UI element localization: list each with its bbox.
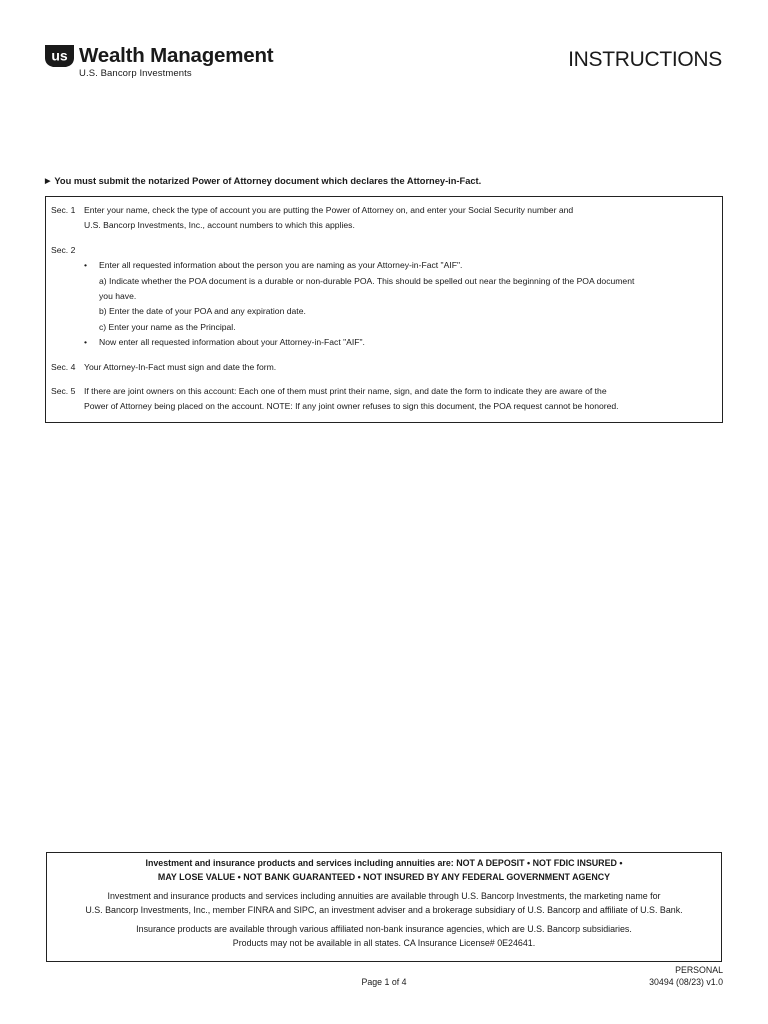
list-item (51, 258, 716, 273)
section-label: Sec. 4 (51, 361, 76, 372)
list-item (51, 335, 716, 350)
sub-item-a-continued: you have. (99, 291, 137, 302)
sub-item-b: b) Enter the date of your POA and any expiration date. (99, 306, 306, 317)
list-item-text: Enter all requested information about the person you are naming as your Attorney-in-Fact "AIF". (99, 260, 463, 271)
section-2 (51, 243, 716, 258)
list-item-text: Now enter all requested information about your Attorney-in-Fact "AIF". (99, 337, 365, 348)
document-title: INSTRUCTIONS (568, 48, 722, 71)
section-label: Sec. 1 (51, 205, 76, 215)
disclosure-paragraph (47, 890, 721, 917)
section-text: Power of Attorney being placed on the account. NOTE: If any joint owner refuses to sign this document, the POA request cannot be honored. (84, 401, 619, 412)
section-text: If there are joint owners on this account: Each one of them must print their name, sign, and date the form to indicate they are aware of the (84, 386, 607, 397)
form-code: 30494 (08/23) v1.0 (649, 977, 723, 987)
notice-text: You must submit the notarized Power of Attorney document which declares the Attorney-in-Fact. (54, 176, 482, 186)
section-text: Your Attorney-In-Fact must sign and date the form. (84, 361, 277, 372)
form-identifier (649, 964, 723, 988)
bullet-icon: • (84, 260, 88, 271)
disclosure-text: Products may not be available in all states. CA Insurance License# 0E24641. (232, 937, 536, 948)
brand-logo (44, 44, 273, 79)
section-text: U.S. Bancorp Investments, Inc., account numbers to which this applies. (84, 220, 355, 231)
section-4 (51, 360, 716, 375)
page-number: Page 1 of 4 (361, 977, 407, 987)
triangle-bullet-icon: ▶ (45, 178, 51, 185)
svg-text:us: us (51, 47, 68, 64)
disclosure-heading: MAY LOSE VALUE • NOT BANK GUARANTEED • NOT INSURED BY ANY FEDERAL GOVERNMENT AGENCY (157, 871, 611, 882)
brand-subtitle: U.S. Bancorp Investments (79, 68, 192, 79)
instructions-box (45, 196, 723, 423)
section-label: Sec. 5 (51, 386, 76, 397)
disclosure-text: Insurance products are available through various affiliated non-bank insurance agencies, which are U.S. Bancorp subsidiaries. (136, 924, 632, 934)
disclosure-text: U.S. Bancorp Investments, Inc., member FINRA and SIPC, an investment adviser and a brokerage subsidiary of U.S. Bancorp and affiliate of U.S. Bank. (85, 904, 683, 915)
section-text: Enter your name, check the type of account you are putting the Power of Attorney on, and enter your Social Security number and (84, 205, 574, 215)
sub-item-c: c) Enter your name as the Principal. (99, 321, 236, 332)
notice-line (45, 176, 481, 186)
section-label: Sec. 2 (51, 244, 76, 255)
section-1 (51, 203, 716, 234)
section-5 (51, 384, 716, 415)
disclosure-text: Investment and insurance products and services including annuities are available through U.S. Bancorp Investments, the marketing name for (107, 891, 661, 901)
disclosure-heading: Investment and insurance products and services including annuities are: NOT A DEPOSIT • NOT FDIC INSURED • (145, 858, 623, 868)
disclosure-box (46, 852, 722, 962)
form-category: PERSONAL (675, 965, 723, 975)
disclosure-paragraph (47, 923, 721, 950)
us-bank-logo-icon (44, 44, 75, 68)
bullet-icon: • (84, 337, 88, 348)
brand-name: Wealth Management (79, 44, 274, 67)
sub-item-a: a) Indicate whether the POA document is a durable or non-durable POA. This should be spelled out near the beginning of the POA document (99, 275, 635, 286)
